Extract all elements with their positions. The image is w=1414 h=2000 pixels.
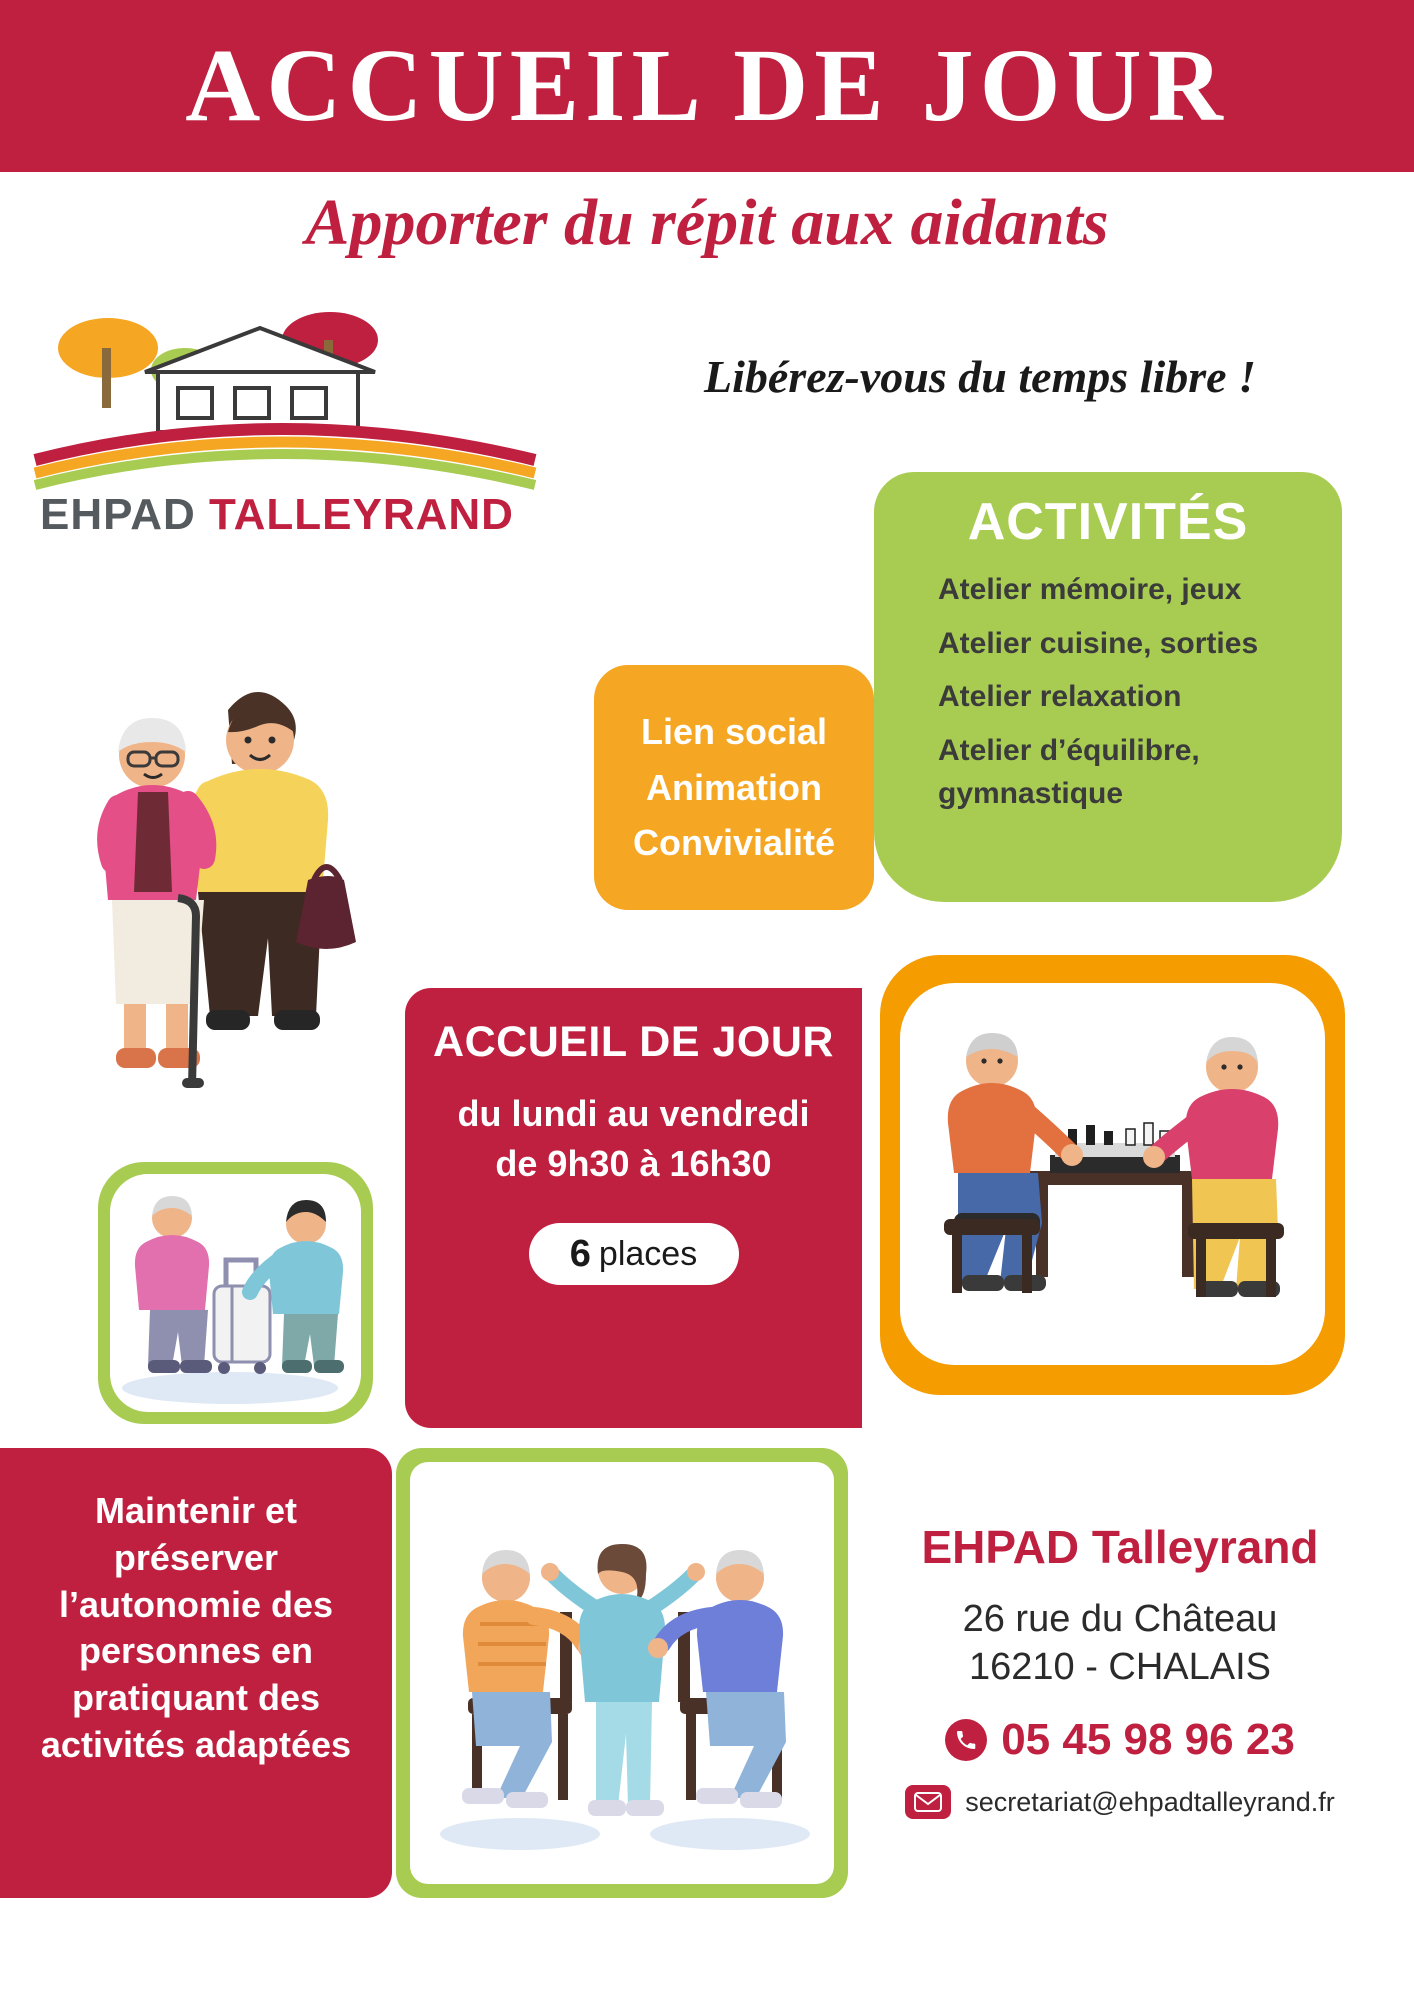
contact-email[interactable] xyxy=(860,1785,1380,1819)
list-item: Atelier mémoire, jeux xyxy=(938,573,1242,606)
elderly-woman-with-cane-and-young-man-illustration xyxy=(60,580,390,1140)
arrival-photo-box xyxy=(98,1162,373,1424)
contact-email-address: secretariat@ehpadtalleyrand.fr xyxy=(965,1786,1335,1817)
accueil-de-jour-hours: de 9h30 à 16h30 xyxy=(495,1143,772,1184)
subtitle: Apporter du répit aux aidants xyxy=(305,186,1109,259)
envelope-icon xyxy=(905,1785,951,1819)
contact-address-line-2: 16210 - CHALAIS xyxy=(968,1645,1272,1688)
senior-with-suitcase-and-caregiver-illustration xyxy=(110,1174,361,1412)
chess-photo-box xyxy=(880,955,1345,1395)
page-title: ACCUEIL DE JOUR xyxy=(185,28,1229,143)
gym-photo-box xyxy=(396,1448,848,1898)
phone-icon xyxy=(945,1719,987,1761)
accueil-de-jour-box xyxy=(405,988,862,1428)
logo-text xyxy=(40,490,514,540)
contact-address-line-1: 26 rue du Château xyxy=(962,1598,1278,1640)
logo-text-ehpad: EHPAD xyxy=(40,490,209,539)
places-label: places xyxy=(598,1234,698,1273)
places-badge xyxy=(529,1223,739,1285)
header-banner xyxy=(0,0,1414,172)
activites-list xyxy=(898,568,1342,816)
logo-text-talleyrand: TALLEYRAND xyxy=(208,490,514,539)
two-seniors-playing-chess-illustration xyxy=(900,983,1325,1365)
lien-social-box xyxy=(594,665,874,910)
contact-phone[interactable] xyxy=(860,1715,1380,1765)
list-item: Atelier relaxation xyxy=(938,680,1182,713)
lien-social-line-3: Convivialité xyxy=(632,822,836,864)
contact-address xyxy=(860,1596,1380,1691)
activites-title: ACTIVITÉS xyxy=(967,493,1249,551)
activites-box xyxy=(874,472,1342,902)
places-count: 6 xyxy=(569,1232,591,1275)
list-item: Atelier cuisine, sorties xyxy=(938,626,1259,660)
contact-block xyxy=(860,1520,1380,1819)
seated-gymnastics-class-illustration xyxy=(410,1462,834,1884)
house-with-trees-logo xyxy=(30,310,550,490)
accueil-de-jour-days: du lundi au vendredi xyxy=(457,1093,810,1134)
lien-social-line-1: Lien social xyxy=(640,710,828,752)
tagline: Libérez-vous du temps libre ! xyxy=(704,351,1256,402)
lien-social-line-2: Animation xyxy=(646,766,822,808)
list-item: Atelier d’équilibre, gymnastique xyxy=(938,733,1200,810)
contact-phone-number: 05 45 98 96 23 xyxy=(1001,1715,1295,1764)
maintenir-autonomie-box: Maintenir et préserver l’autonomie des personnes en pratiquant des activités adaptées xyxy=(0,1448,392,1898)
contact-name: EHPAD Talleyrand xyxy=(921,1521,1319,1573)
accueil-de-jour-title: ACCUEIL DE JOUR xyxy=(433,1018,834,1066)
